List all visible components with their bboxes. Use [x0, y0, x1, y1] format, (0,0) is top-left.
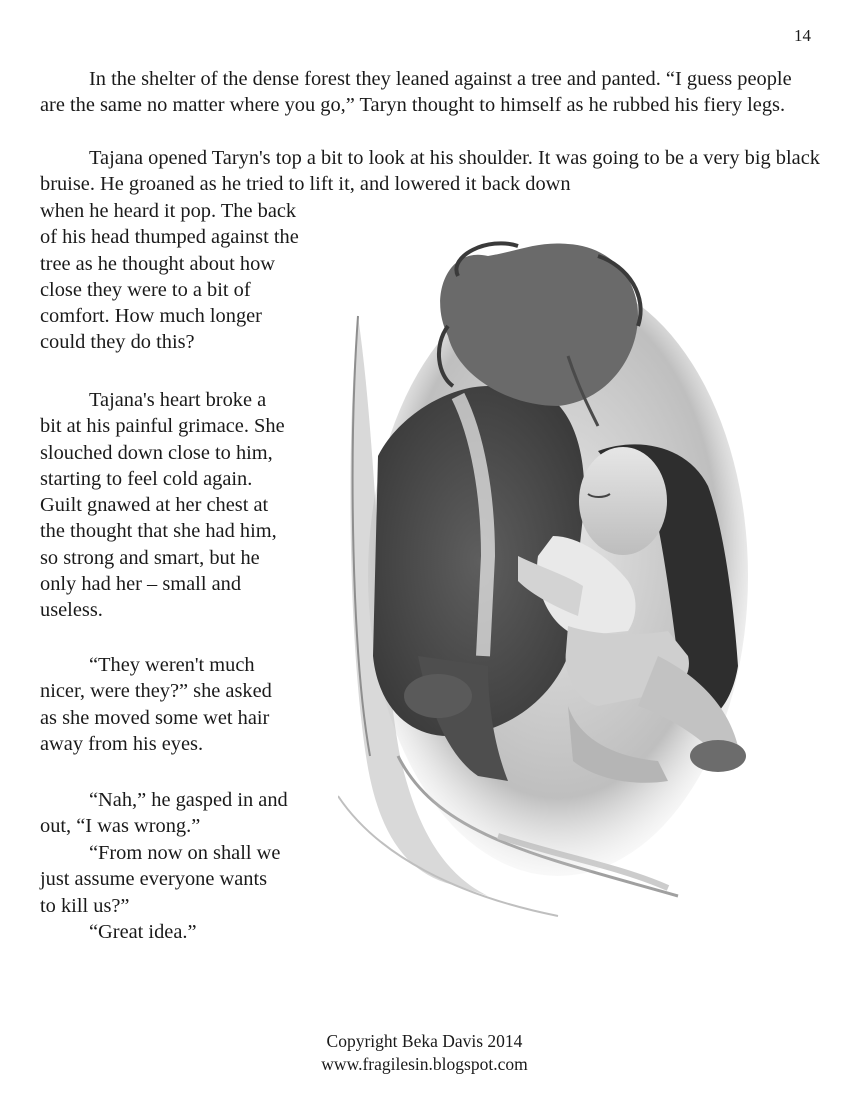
paragraph-6: “From now on shall we just assume everyone wants to kill us?” — [40, 842, 281, 917]
paragraph-5: “Nah,” he gasped in and out, “I was wrong.” — [40, 789, 288, 838]
paragraph-3: Tajana's heart broke a bit at his painful grimace. She slouched down close to him, starting to feel cold again. Guilt gnawed at her chest at the thought that she had him, so strong and smart, but he only had her – small and useless. — [40, 389, 285, 622]
footer-copyright: Copyright Beka Davis 2014 — [326, 1031, 523, 1051]
footer-website: www.fragilesin.blogspot.com — [321, 1054, 528, 1074]
paragraph-2-continued: when he heard it pop. The back of his head thumped against the tree as he thought about how close they were to a bit of comfort. How much longer could they do this? — [40, 200, 299, 354]
footer — [0, 1030, 849, 1076]
paragraph-2: Tajana opened Taryn's top a bit to look at his shoulder. It was going to be a very big black bruise. He groaned as he tried to lift it, and lowered it back down — [40, 147, 820, 196]
paragraph-7: “Great idea.” — [89, 921, 197, 943]
page-number: 14 — [794, 26, 811, 45]
paragraph-1: In the shelter of the dense forest they leaned against a tree and panted. “I guess people are the same no matter where you go,” Taryn thought to himself as he rubbed his fiery legs. — [40, 68, 792, 117]
illustration — [338, 236, 818, 926]
paragraph-4: “They weren't much nicer, were they?” she asked as she moved some wet hair away from his eyes. — [40, 654, 272, 755]
